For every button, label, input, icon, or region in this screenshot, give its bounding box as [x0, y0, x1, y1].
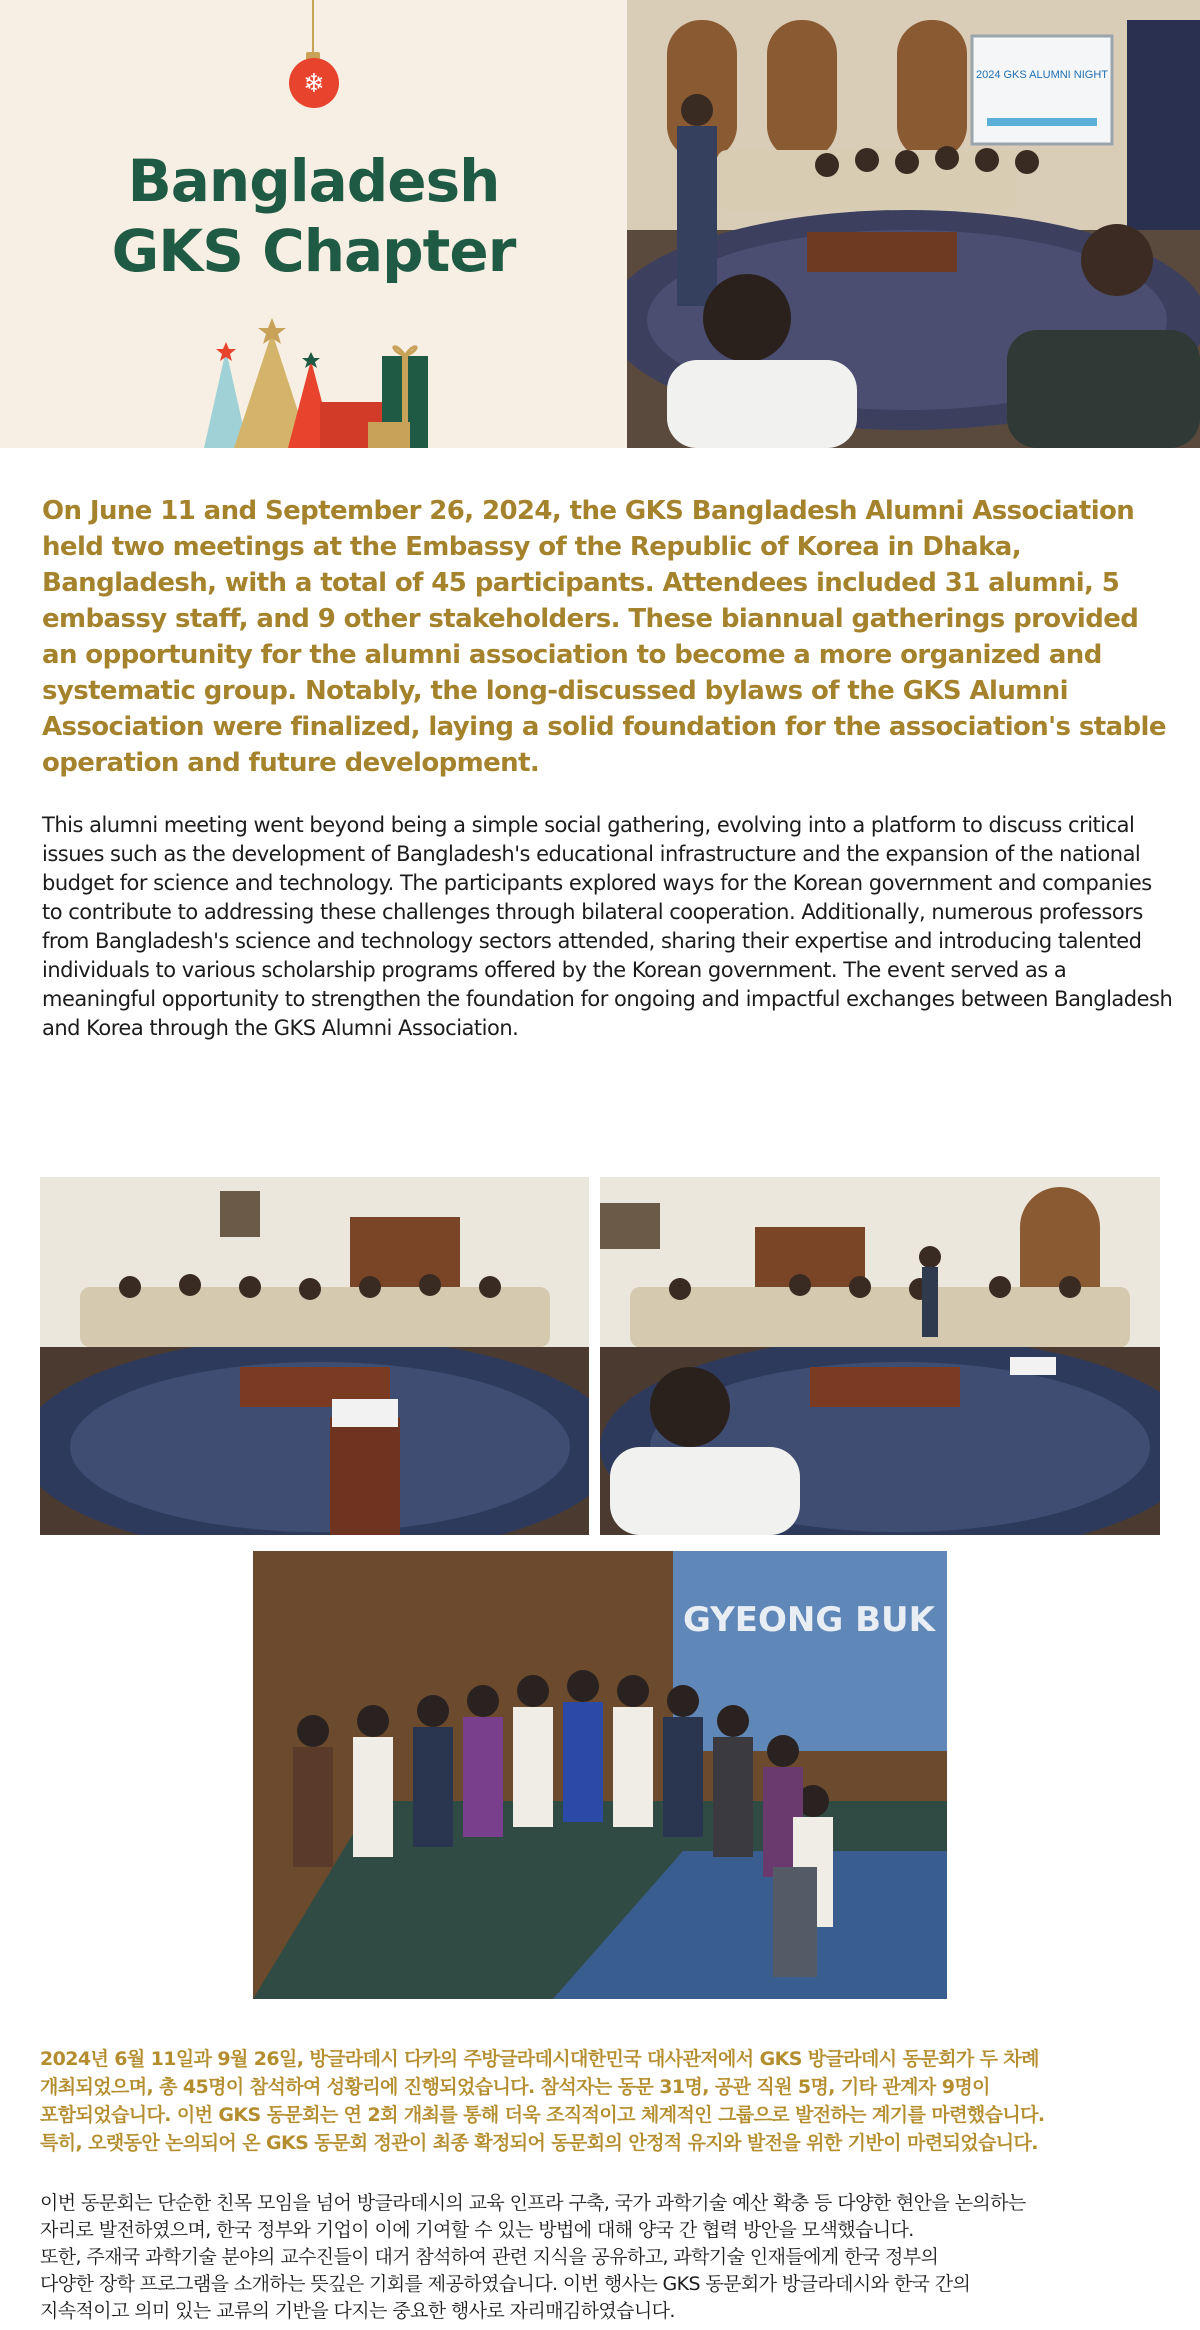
- meeting-room-illustration-left: [40, 1177, 589, 1535]
- title-line-2: GKS Chapter: [111, 217, 516, 285]
- group-photo: [253, 1551, 947, 1999]
- intro-details: This alumni meeting went beyond being a simple social gathering, evolving into a platform to discuss critical issues such as the development of Bangladesh's educational infrastructure and the expansion of the national budget for science and technology. The participants explored ways for the Korean government and companies to contribute to addressing these challenges through bilateral cooperation. Additionally, numerous professors from Bangladesh's science and technology sectors attended, sharing their expertise and introducing talented individuals to various scholarship programs offered by the Korean government. The event served as a meaningful opportunity to strengthen the foundation for ongoing and impactful exchanges between Bangladesh and Korea through the GKS Alumni Association.: [42, 813, 1173, 1040]
- gallery-photo-right: [600, 1177, 1160, 1535]
- christmas-decor-illustration: [200, 318, 430, 448]
- meeting-photo: [627, 0, 1200, 448]
- gyeongbuk-backdrop: [673, 1551, 947, 1751]
- title-line-1: Bangladesh: [127, 147, 500, 215]
- ornament-string: [312, 0, 314, 56]
- backdrop-text: GYEONG BUK: [683, 1600, 935, 1640]
- intro-summary: On June 11 and September 26, 2024, the GKS Bangladesh Alumni Association held two meetings at the Embassy of the Republic of Korea in Dhaka, Bangladesh, with a total of 45 participants. Attendees included 31 alumni, 5 embassy staff, and 9 other stakeholders. These biannual gatherings provided an opportunity for the alumni association to become a more organized and systematic group. Notably, the long-discussed bylaws of the GKS Alumni Association were finalized, laying a solid foundation for the association's stable operation and future development.: [42, 496, 1166, 778]
- hero-title-card: [0, 0, 627, 448]
- projector-screen: [972, 36, 1112, 144]
- page-title: [0, 146, 627, 286]
- group-photo-illustration: [253, 1551, 947, 1999]
- korean-summary: 2024년 6월 11일과 9월 26일, 방글라데시 다카의 주방글라데시대한민국 대사관저에서 GKS 방글라데시 동문회가 두 차례 개최되었으며, 총 45명이 참석하여 성황리에 진행되었습니다. 참석자는 동문 31명, 공관 직원 5명, 기타 관계자 9명이 포함되었습니다. 이번 GKS 동문회는 연 2회 개최를 통해 더욱 조직적이고 체계적인 그룹으로 발전하는 계기를 마련했습니다. 특히, 오랫동안 논의되어 온 GKS 동문회 정관이 최종 확정되어 동문회의 안정적 유지와 발전을 위한 기반이 마련되었습니다.: [40, 2048, 1045, 2154]
- projector: [332, 1399, 398, 1427]
- meeting-photo-illustration: [627, 0, 1200, 448]
- meeting-room-illustration-right: [600, 1177, 1160, 1535]
- slide-title: 2024 GKS ALUMNI NIGHT: [975, 69, 1109, 81]
- snowflake-ornament-icon: ❄: [289, 58, 339, 108]
- gallery-photo-left: [40, 1177, 589, 1535]
- gold-gift-box-icon: [368, 422, 410, 448]
- gift-bow-icon: [394, 347, 416, 356]
- korean-details: 이번 동문회는 단순한 친목 모임을 넘어 방글라데시의 교육 인프라 구축, 국가 과학기술 예산 확충 등 다양한 현안을 논의하는 자리로 발전하였으며, 한국 정부와 기업이 이에 기여할 수 있는 방법에 대해 양국 간 협력 방안을 모색했습니다. 또한, 주재국 과학기술 분야의 교수진들이 대거 참석하여 관련 지식을 공유하고, 과학기술 인재들에게 한국 정부의 다양한 장학 프로그램을 소개하는 뜻깊은 기회를 제공하였습니다. 이번 행사는 GKS 동문회가 방글라데시와 한국 간의 지속적이고 의미 있는 교류의 기반을 다지는 중요한 행사로 자리매김하였습니다.: [40, 2192, 1026, 2322]
